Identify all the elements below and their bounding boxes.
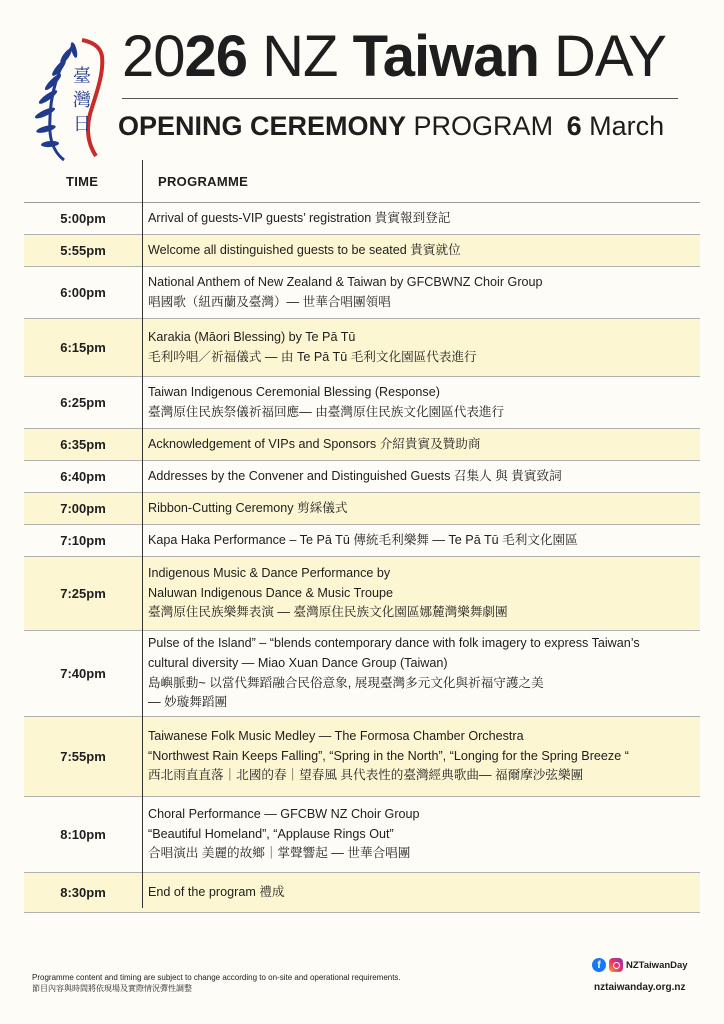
table-row [24,557,700,631]
logo-char-2: 灣 [73,90,91,111]
table-row [24,319,700,377]
programme-line: 西北雨直直落｜北國的春｜望春風 具代表性的臺灣經典歌曲— 福爾摩沙弦樂團 [148,768,584,783]
row-time: 6:15pm [60,340,106,355]
programme-line: 島嶼脈動~ 以當代舞蹈融合民俗意象, 展現臺灣多元文化與祈福守護之美 [148,675,544,690]
programme-line: Ribbon-Cutting Ceremony 剪綵儀式 [148,500,348,515]
row-time: 5:00pm [60,211,106,226]
subtitle-date-day: 6 [566,111,582,141]
programme-line: Taiwanese Folk Music Medley — The Formosa Chamber Orchestra [148,729,524,744]
row-time: 6:40pm [60,469,106,484]
row-programme [142,209,450,229]
programme-line: “Beautiful Homeland”, “Applause Rings Out” [148,826,394,841]
table-row [24,429,700,461]
row-time: 7:10pm [60,533,106,548]
programme-line: 合唱演出 美麗的故鄉｜掌聲響起 — 世華合唱團 [148,846,411,861]
table-row [24,203,700,235]
table-row [24,377,700,429]
website-link[interactable]: nztaiwanday.org.nz [594,982,686,993]
row-time: 7:25pm [60,586,106,601]
row-programme [142,883,285,903]
disclaimer-note [32,972,401,994]
column-divider [142,160,143,908]
row-time: 6:00pm [60,285,106,300]
row-programme [142,564,508,623]
title-taiwan: Taiwan [352,24,539,89]
page-title [122,22,682,92]
programme-line: National Anthem of New Zealand & Taiwan by GFCBWNZ Choir Group [148,274,543,289]
row-programme [142,634,640,712]
programme-line: Naluwan Indigenous Dance & Music Troupe [148,585,394,600]
table-row [24,717,700,797]
programme-line: cultural diversity — Miao Xuan Dance Group (Taiwan) [148,655,448,670]
row-time: 5:55pm [60,243,106,258]
table-row [24,267,700,319]
programme-line: — 妙璇舞蹈團 [148,695,228,710]
facebook-icon[interactable]: f [592,958,606,972]
row-time: 7:55pm [60,749,106,764]
programme-line: 臺灣原住民族樂舞表演 — 臺灣原住民族文化園區娜麓灣樂舞劇團 [148,605,508,620]
page-subtitle [118,108,688,144]
title-year-part2: 26 [184,24,248,89]
programme-line: “Northwest Rain Keeps Falling”, “Spring in the North”, “Longing for the Spring Breeze “ [148,748,629,763]
row-programme [142,531,578,551]
subtitle-program: PROGRAM [406,111,561,141]
row-time: 6:25pm [60,395,106,410]
taiwan-day-logo [30,34,114,162]
social-links [592,958,688,972]
logo-char-1: 臺 [73,66,91,87]
table-row [24,235,700,267]
row-programme [142,727,629,786]
table-row [24,461,700,493]
programme-line: 毛利吟唱／祈福儀式 — 由 Te Pā Tū 毛利文化園區代表進行 [148,349,477,364]
row-programme [142,805,420,864]
programme-line: 臺灣原住民族祭儀祈福回應— 由臺灣原住民族文化園區代表進行 [148,404,505,419]
programme-line: Indigenous Music & Dance Performance by [148,566,391,581]
programme-line: Welcome all distinguished guests to be seated 貴賓就位 [148,242,461,257]
row-time: 6:35pm [60,437,106,452]
row-programme [142,467,562,487]
instagram-icon[interactable] [609,958,623,972]
title-nz: NZ [247,24,353,89]
disclaimer-chinese: 節目內容與時間將依現場及實際情況彈性調整 [32,984,192,993]
row-programme [142,499,347,519]
table-body [24,203,700,913]
row-time: 7:00pm [60,501,106,516]
column-header-time: TIME [66,173,99,189]
programme-line: Choral Performance — GFCBW NZ Choir Group [148,807,420,822]
row-time: 7:40pm [60,666,106,681]
programme-table [24,160,700,913]
row-programme [142,383,504,422]
programme-line: End of the program 禮成 [148,884,285,899]
table-row [24,797,700,873]
table-row [24,493,700,525]
programme-line: Karakia (Māori Blessing) by Te Pā Tū [148,329,356,344]
disclaimer-english: Programme content and timing are subject to change according to on-site and operational requirements. [32,973,401,982]
programme-line: Addresses by the Convener and Distinguished Guests 召集人 與 貴賓致詞 [148,468,562,483]
title-day: DAY [538,24,666,89]
programme-line: Pulse of the Island” – “blends contemporary dance with folk imagery to express Taiwan’s [148,636,640,651]
table-row [24,873,700,913]
table-row [24,631,700,717]
row-programme [142,273,543,312]
row-programme [142,241,461,261]
programme-line: 唱國歌（紐西蘭及臺灣）— 世華合唱團領唱 [148,294,391,309]
row-programme [142,328,477,367]
programme-line: Taiwan Indigenous Ceremonial Blessing (Response) [148,384,440,399]
title-year-part1: 20 [122,24,185,89]
social-handle[interactable]: NZTaiwanDay [626,959,688,971]
logo-char-3: 日 [73,114,91,135]
row-time: 8:30pm [60,885,106,900]
subtitle-date-month: March [581,111,665,141]
row-time: 8:10pm [60,827,106,842]
title-divider [122,98,678,99]
programme-line: Acknowledgement of VIPs and Sponsors 介紹貴賓及贊助商 [148,436,481,451]
programme-line: Arrival of guests-VIP guests’ registration 貴賓報到登記 [148,210,451,225]
programme-line: Kapa Haka Performance – Te Pā Tū 傳統毛利樂舞 — Te Pā Tū 毛利文化園區 [148,532,578,547]
table-row [24,525,700,557]
table-header [24,160,700,203]
subtitle-opening-ceremony: OPENING CEREMONY [118,111,407,141]
column-header-programme: PROGRAMME [158,173,249,189]
row-programme [142,435,480,455]
